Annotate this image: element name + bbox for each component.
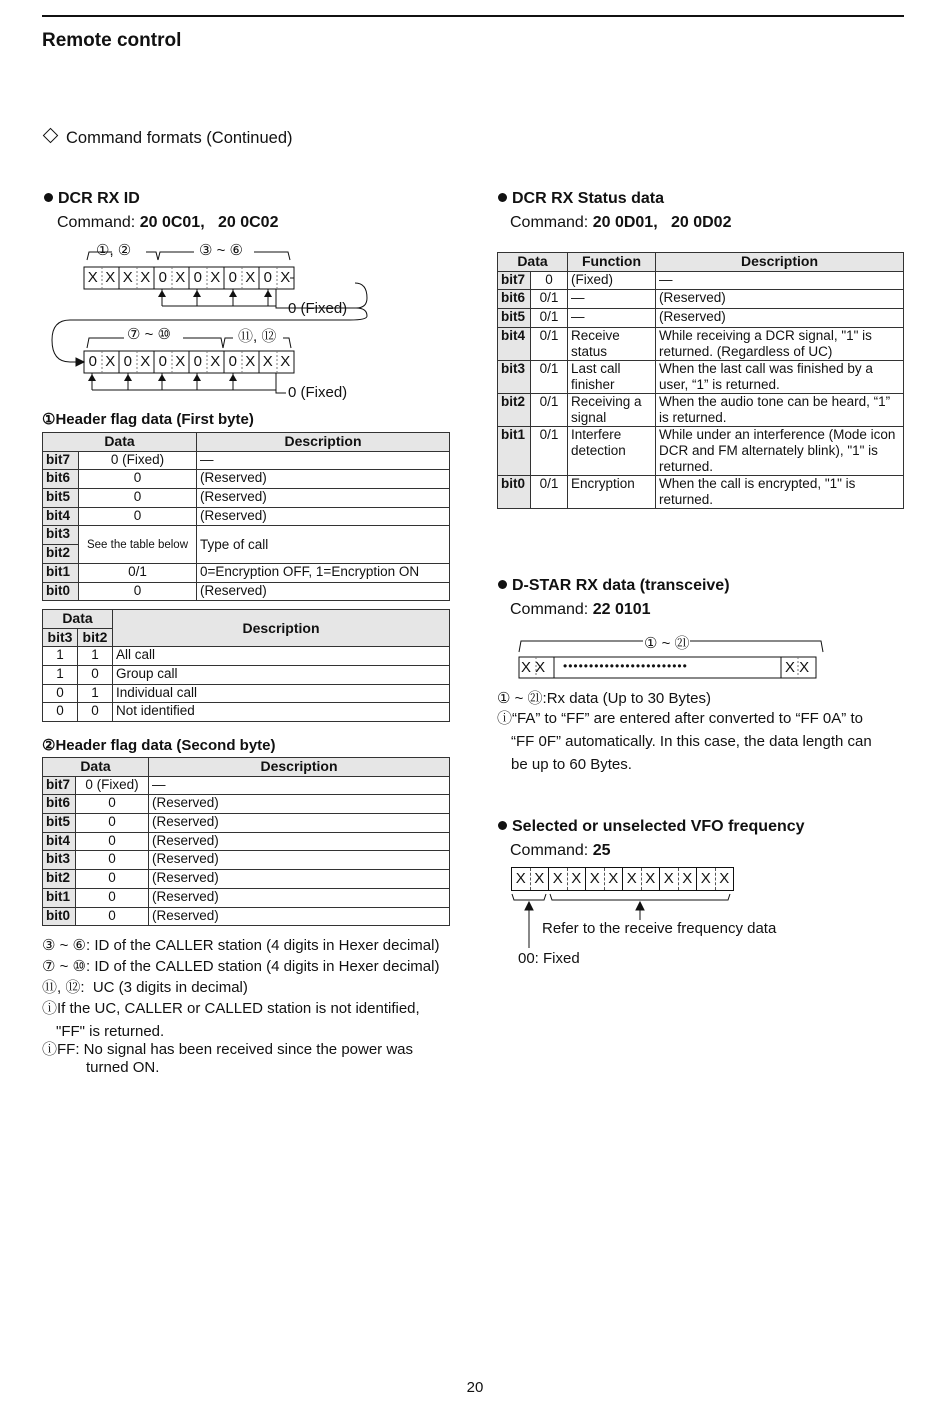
- command-label: Command:: [57, 214, 140, 231]
- command-value: 20 0D01, 20 0D02: [592, 214, 732, 231]
- bit-cell: bit3: [498, 360, 531, 393]
- desc-cell: (Reserved): [656, 290, 904, 309]
- top-rule: [42, 15, 904, 17]
- table-row: [43, 795, 450, 814]
- bit3-cell: 0: [43, 684, 78, 703]
- dstar-rx-title: [498, 577, 730, 595]
- desc-cell: All call: [113, 647, 450, 666]
- page-number: 20: [466, 1379, 484, 1396]
- table-row: [43, 563, 450, 582]
- label-1-2: ①, ②: [96, 242, 132, 259]
- bit-cell: bit3: [43, 851, 76, 870]
- table-row: [498, 327, 904, 360]
- desc-cell: When the last call was finished by a user, “1” is returned.: [656, 360, 904, 393]
- header-flag-second-table: [42, 757, 450, 926]
- value-cell: 0/1: [531, 290, 568, 309]
- col-desc: Description: [113, 610, 450, 647]
- frequency-cell: X: [515, 870, 526, 887]
- desc-cell: While receiving a DCR signal, "1" is returned. (Regardless of UC): [656, 327, 904, 360]
- col-bit3: bit3: [43, 628, 78, 647]
- note-line: ⓘFF: No signal has been received since the power was: [42, 1041, 414, 1058]
- bit-cell: bit4: [498, 327, 531, 360]
- label-11-12: ⑪, ⑫: [238, 328, 277, 345]
- value-cell: 0/1: [531, 309, 568, 328]
- byte-cell: 0: [228, 353, 237, 370]
- frequency-cell: X: [641, 868, 660, 890]
- bit-cell: bit0: [43, 907, 76, 926]
- byte-cell: X: [245, 269, 256, 286]
- byte-cell: 0: [263, 269, 272, 286]
- desc-cell: (Reserved): [197, 507, 450, 526]
- col-desc: Description: [197, 433, 450, 452]
- table-row: [43, 526, 450, 545]
- bracket-b-end: [254, 252, 290, 260]
- command-label: Command:: [510, 601, 593, 618]
- byte-cell: 0: [228, 269, 237, 286]
- table-row: [43, 451, 450, 470]
- desc-cell: (Reserved): [149, 888, 450, 907]
- desc-cell: While under an interference (Mode icon DCR and FM alternately blink), "1" is returned.: [656, 426, 904, 475]
- left-notes: [42, 935, 462, 1077]
- fixed-label-2: 0 (Fixed): [288, 384, 348, 401]
- desc-cell: Type of call: [197, 526, 450, 563]
- fixed-label-1: 0 (Fixed): [288, 300, 348, 317]
- bit2-cell: 0: [78, 703, 113, 722]
- table-row: [43, 832, 450, 851]
- table-row: [43, 582, 450, 601]
- bit-cell: bit2: [498, 393, 531, 426]
- bit3-cell: 1: [43, 647, 78, 666]
- table-row: [43, 703, 450, 722]
- note-line: "FF" is returned.: [56, 1023, 165, 1040]
- value-cell: 0: [79, 489, 197, 508]
- desc-cell: —: [197, 451, 450, 470]
- frequency-cell: X: [622, 868, 641, 890]
- bit3-cell: 1: [43, 666, 78, 685]
- bit-cell: bit2: [43, 545, 79, 564]
- diamond-icon: [43, 128, 59, 144]
- value-cell: 0: [76, 832, 149, 851]
- desc-cell: (Reserved): [149, 870, 450, 889]
- bit-cell: bit3: [43, 526, 79, 545]
- bit-cell: bit4: [43, 832, 76, 851]
- function-cell: —: [568, 290, 656, 309]
- value-cell: 0/1: [531, 475, 568, 508]
- table-row: [498, 393, 904, 426]
- function-cell: Receiving a signal: [568, 393, 656, 426]
- table-row: [43, 814, 450, 833]
- frequency-cell: X: [548, 868, 567, 890]
- col-data: Data: [43, 758, 149, 777]
- value-cell: 0/1: [531, 360, 568, 393]
- col-desc: Description: [656, 253, 904, 272]
- frequency-cell: X: [715, 868, 734, 890]
- table-row: [43, 647, 450, 666]
- table1-heading: ①Header flag data (First byte): [42, 411, 254, 428]
- label-3-6: ③ ~ ⑥: [199, 242, 243, 259]
- byte-cell: X: [87, 269, 98, 286]
- desc-cell: —: [656, 271, 904, 290]
- vfo-refer: Refer to the receive frequency data: [542, 920, 777, 937]
- note-line: ⑪, ⑫: UC (3 digits in decimal): [42, 979, 248, 996]
- value-cell: 0/1: [79, 563, 197, 582]
- note-line: ⓘIf the UC, CALLER or CALLED station is not identified,: [42, 1000, 420, 1017]
- dstar-rx-command: [510, 601, 651, 619]
- byte-cell: X: [105, 269, 116, 286]
- dcr-rx-id-command: [57, 214, 278, 232]
- value-cell: 0 (Fixed): [79, 451, 197, 470]
- value-cell: See the table below: [79, 526, 197, 563]
- bit-cell: bit6: [498, 290, 531, 309]
- desc-cell: (Reserved): [197, 489, 450, 508]
- table-row: [498, 475, 904, 508]
- bullet-icon: [498, 821, 507, 830]
- table-row: [43, 684, 450, 703]
- value-cell: 0: [79, 470, 197, 489]
- desc-cell: When the audio tone can be heard, “1” is returned.: [656, 393, 904, 426]
- function-cell: (Fixed): [568, 271, 656, 290]
- bit-cell: bit7: [43, 776, 76, 795]
- frequency-cell: X: [659, 868, 678, 890]
- byte-cell: X: [280, 269, 291, 286]
- dcr-rx-status-command: [510, 214, 731, 232]
- bit-cell: bit6: [43, 795, 76, 814]
- subheading: [42, 129, 293, 148]
- bit2-cell: 1: [78, 684, 113, 703]
- bit-cell: bit4: [43, 507, 79, 526]
- desc-cell: When the call is encrypted, "1" is returned.: [656, 475, 904, 508]
- desc-cell: Not identified: [113, 703, 450, 722]
- value-cell: 0/1: [531, 327, 568, 360]
- header-flag-first-table: [42, 432, 450, 601]
- dcr-rx-id-diagram: [40, 238, 380, 404]
- dcr-id-row2: [84, 351, 294, 373]
- command-value: 22 0101: [592, 601, 651, 618]
- command-value: 20 0C01, 20 0C02: [139, 214, 279, 231]
- table-row: [43, 907, 450, 926]
- note-line: “FF 0F” automatically. In this case, the data length can: [511, 733, 872, 750]
- desc-cell: (Reserved): [197, 470, 450, 489]
- table-row: [498, 426, 904, 475]
- value-cell: 0: [76, 851, 149, 870]
- bit-cell: bit2: [43, 870, 76, 889]
- value-cell: 0: [76, 814, 149, 833]
- bit-cell: bit0: [498, 475, 531, 508]
- table-row: [43, 489, 450, 508]
- table-row: [498, 271, 904, 290]
- command-label: Command:: [510, 842, 593, 859]
- dstar-rx-title-text: D-STAR RX data (transceive): [512, 577, 730, 594]
- bit-cell: bit1: [43, 888, 76, 907]
- note-line: ⓘ“FA” to “FF” are entered after converted to “FF 0A” to: [497, 710, 863, 727]
- page-title: Remote control: [42, 30, 182, 51]
- note-line: ③ ~ ⑥: ID of the CALLER station (4 digits in Hexer decimal): [42, 937, 440, 954]
- frequency-cell: X: [585, 868, 604, 890]
- bit-cell: bit1: [43, 563, 79, 582]
- bit-cell: bit7: [43, 451, 79, 470]
- dcr-rx-id-title: [44, 190, 140, 208]
- byte-cell: X: [175, 353, 186, 370]
- byte-cell: 0: [158, 353, 167, 370]
- bracket-a-end: [146, 252, 158, 260]
- table-row: [498, 360, 904, 393]
- vfo-fixed: 00: Fixed: [518, 950, 580, 967]
- bit-cell: bit5: [43, 814, 76, 833]
- value-cell: 0: [76, 907, 149, 926]
- note-line: ⑦ ~ ⑩: ID of the CALLED station (4 digits in Hexer decimal): [42, 958, 440, 975]
- function-cell: —: [568, 309, 656, 328]
- note-line: ① ~ ㉑:Rx data (Up to 30 Bytes): [497, 690, 711, 707]
- desc-cell: (Reserved): [149, 814, 450, 833]
- desc-cell: (Reserved): [656, 309, 904, 328]
- dstar-dots: ••••••••••••••••••••••••: [563, 659, 688, 673]
- bit3-cell: 0: [43, 703, 78, 722]
- byte-cell: X: [140, 353, 151, 370]
- dcr-id-row1: [84, 267, 294, 289]
- subheading-text: Command formats (Continued): [66, 129, 293, 147]
- desc-cell: (Reserved): [149, 907, 450, 926]
- col-data: Data: [43, 610, 113, 629]
- dcr-rx-status-title: [498, 190, 664, 208]
- frequency-cell: X: [604, 868, 623, 890]
- value-cell: 0: [531, 271, 568, 290]
- frequency-cell: X: [696, 868, 715, 890]
- col-data: Data: [43, 433, 197, 452]
- byte-cell: 0: [123, 353, 132, 370]
- byte-cell: X: [105, 353, 116, 370]
- value-cell: 0 (Fixed): [76, 776, 149, 795]
- desc-cell: (Reserved): [149, 832, 450, 851]
- dstar-x2: X X: [785, 659, 810, 676]
- value-cell: 0/1: [531, 426, 568, 475]
- byte-cell: X: [280, 353, 291, 370]
- function-cell: Interfere detection: [568, 426, 656, 475]
- value-cell: 0: [76, 888, 149, 907]
- col-bit2: bit2: [78, 628, 113, 647]
- table-row: [43, 888, 450, 907]
- bit-cell: bit0: [43, 582, 79, 601]
- note-line: turned ON.: [86, 1059, 160, 1076]
- byte-cell: 0: [158, 269, 167, 286]
- byte-cell: 0: [88, 353, 97, 370]
- byte-cell: X: [175, 269, 186, 286]
- table-row: [43, 776, 450, 795]
- table-row: [43, 870, 450, 889]
- byte-cell: X: [210, 353, 221, 370]
- value-cell: 0/1: [531, 393, 568, 426]
- function-cell: Receive status: [568, 327, 656, 360]
- bit2-cell: 0: [78, 666, 113, 685]
- desc-cell: Individual call: [113, 684, 450, 703]
- call-type-table: [42, 609, 450, 722]
- desc-cell: (Reserved): [149, 851, 450, 870]
- value-cell: 0: [76, 870, 149, 889]
- byte-cell: X: [262, 353, 273, 370]
- bit-cell: bit7: [498, 271, 531, 290]
- command-label: Command:: [510, 214, 593, 231]
- value-cell: 0: [76, 795, 149, 814]
- value-cell: 0: [79, 507, 197, 526]
- value-cell: 0: [79, 582, 197, 601]
- bit2-cell: 1: [78, 647, 113, 666]
- bracket-b: [158, 252, 194, 260]
- frequency-cell: X: [530, 868, 549, 890]
- table-row: [43, 666, 450, 685]
- table-row: [43, 470, 450, 489]
- byte-cell: X: [122, 269, 133, 286]
- command-value: 25: [592, 842, 611, 859]
- desc-cell: (Reserved): [197, 582, 450, 601]
- dstar-label: ① ~ ㉑: [644, 635, 690, 652]
- table-row: [43, 507, 450, 526]
- col-func: Function: [568, 253, 656, 272]
- dstar-notes: [497, 690, 907, 776]
- byte-cell: 0: [193, 269, 202, 286]
- desc-cell: (Reserved): [149, 795, 450, 814]
- bullet-icon: [44, 193, 53, 202]
- label-7-10: ⑦ ~ ⑩: [127, 326, 171, 343]
- dcr-rx-id-title-text: DCR RX ID: [58, 190, 140, 207]
- vfo-frequency-cells: [511, 867, 734, 891]
- table3-heading: ②Header flag data (Second byte): [42, 737, 276, 754]
- dstar-x1: X X: [521, 659, 546, 676]
- bit-cell: bit1: [498, 426, 531, 475]
- note-line: be up to 60 Bytes.: [511, 756, 632, 773]
- function-cell: Last call finisher: [568, 360, 656, 393]
- bullet-icon: [498, 580, 507, 589]
- desc-cell: 0=Encryption OFF, 1=Encryption ON: [197, 563, 450, 582]
- frequency-cell: X: [678, 868, 697, 890]
- col-desc: Description: [149, 758, 450, 777]
- desc-cell: —: [149, 776, 450, 795]
- byte-cell: X: [245, 353, 256, 370]
- byte-cell: X: [210, 269, 221, 286]
- frequency-cell: X: [567, 868, 586, 890]
- vfo-command: [510, 842, 611, 860]
- function-cell: Encryption: [568, 475, 656, 508]
- desc-cell: Group call: [113, 666, 450, 685]
- table-row: [498, 309, 904, 328]
- byte-cell: 0: [193, 353, 202, 370]
- vfo-title: [498, 818, 805, 836]
- byte-cell: X: [140, 269, 151, 286]
- bullet-icon: [498, 193, 507, 202]
- col-data: Data: [498, 253, 568, 272]
- dcr-rx-status-title-text: DCR RX Status data: [512, 190, 665, 207]
- table-row: [498, 290, 904, 309]
- bit-cell: bit5: [498, 309, 531, 328]
- dcr-rx-status-table: [497, 252, 904, 509]
- bit-cell: bit6: [43, 470, 79, 489]
- table-row: [43, 851, 450, 870]
- bit-cell: bit5: [43, 489, 79, 508]
- vfo-title-text: Selected or unselected VFO frequency: [512, 818, 805, 835]
